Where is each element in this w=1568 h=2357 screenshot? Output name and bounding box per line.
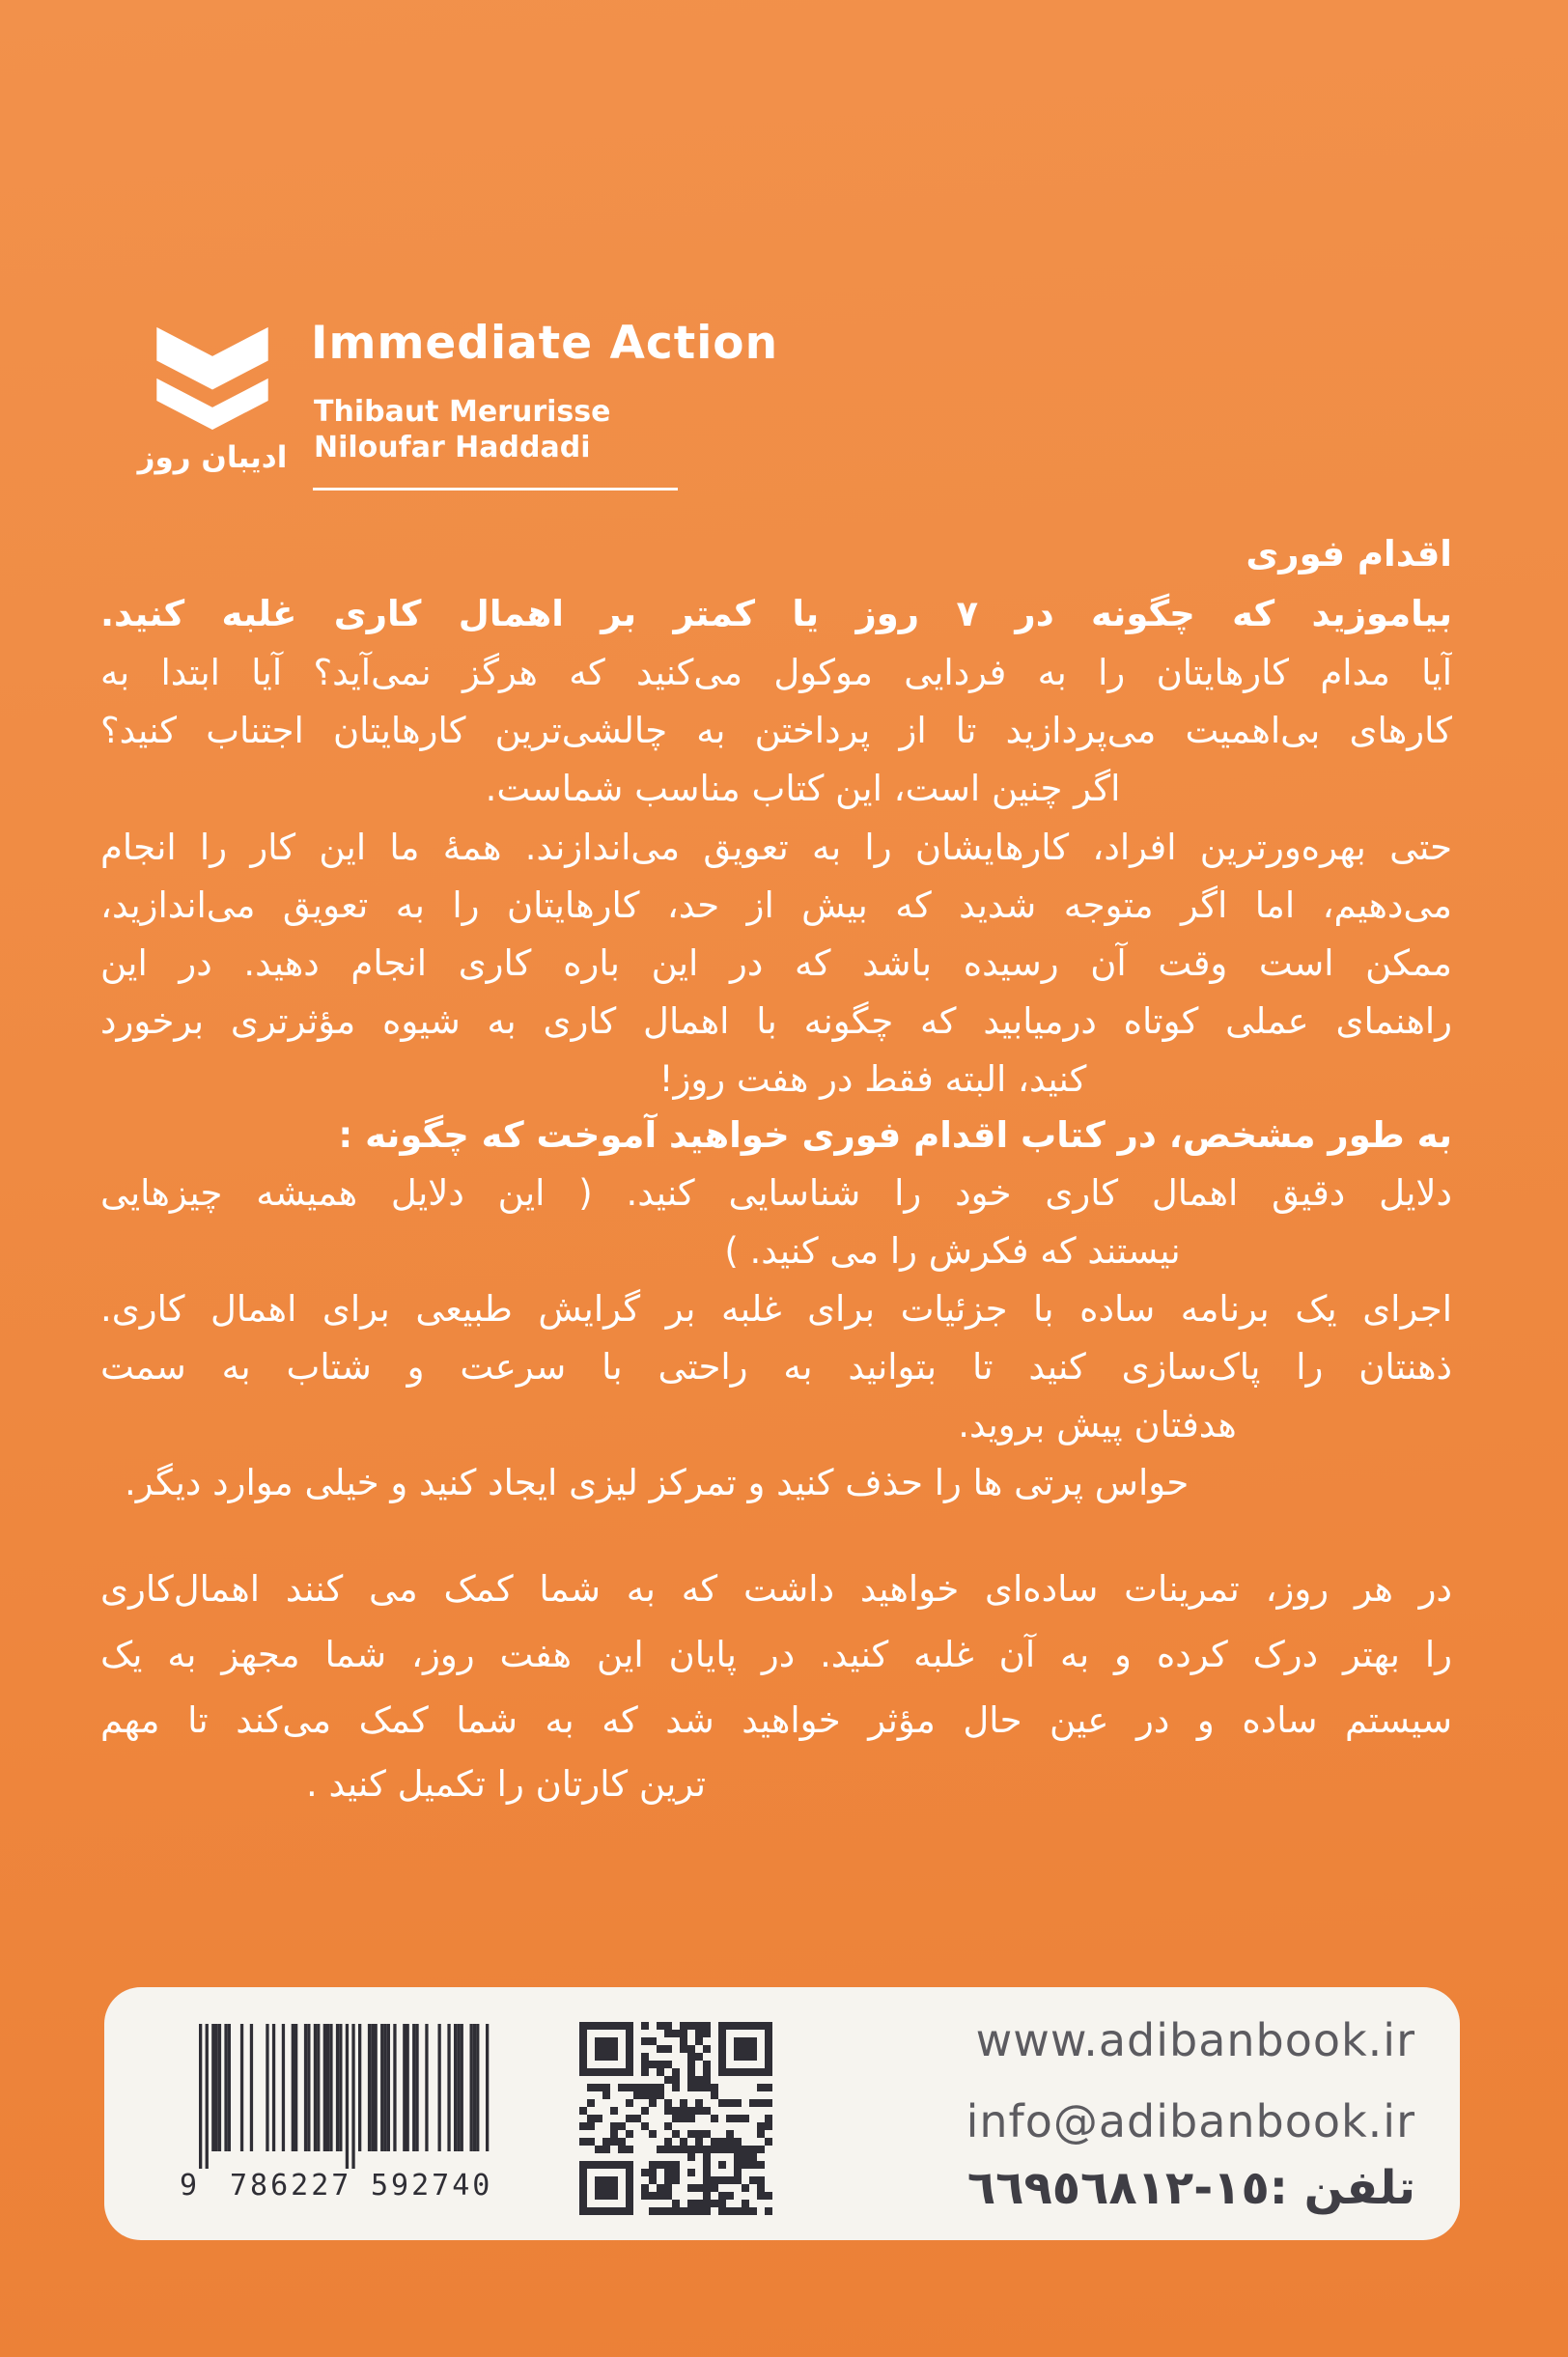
phone-label: تلفن :: [1269, 2161, 1415, 2215]
publisher-website: www.adibanbook.ir: [975, 2014, 1415, 2066]
isbn-digit-group: 786227: [230, 2169, 352, 2203]
back-cover-text-line: حواس پرتی ها را حذف کنید و تمرکز لیزی ایجاد کنید و خیلی موارد دیگر.: [125, 1462, 1190, 1503]
back-cover-text-line: هدفتان پیش بروید.: [958, 1404, 1237, 1445]
isbn-barcode: [199, 2024, 502, 2169]
back-cover-subheading: بیاموزید که چگونه در ۷ روز یا کمتر بر اهمال کاری غلبه کنید.: [100, 593, 1452, 634]
publisher-email: info@adibanbook.ir: [966, 2095, 1415, 2147]
book-title: Immediate Action: [311, 317, 779, 370]
divider-line: [313, 488, 678, 491]
qr-code: [579, 2022, 772, 2215]
back-cover-text-line: کنید، البته فقط در هفت روز!: [658, 1058, 1087, 1100]
back-cover-text-line: کارهای بی‌اهمیت می‌پردازید تا از پرداختن به چالشی‌ترین کارهایتان اجتناب کنید؟: [100, 710, 1452, 751]
back-cover-text-line: سیستم ساده و در عین حال مؤثر خواهید شد که به شما کمک می‌کند تا مهم: [100, 1699, 1452, 1741]
back-cover-text-line: در هر روز، تمرینات ساده‌ای خواهید داشت که به شما کمک می کنند اهمال‌کاری: [100, 1568, 1452, 1610]
isbn-digit-group: 9: [180, 2169, 198, 2203]
isbn-digits: [180, 2169, 513, 2207]
back-cover-text-line: حتی بهره‌ورترین افراد، کارهایشان را به تعویق می‌اندازند. همهٔ ما این کار را انجام: [100, 827, 1452, 868]
publisher-open-book-icon: [147, 314, 278, 430]
back-cover-text-line: نیستند که فکرش را می کنید. ): [724, 1230, 1181, 1272]
back-cover-text-line: را بهتر درک کرده و به آن غلبه کنید. در پایان این هفت روز، شما مجهز به یک: [100, 1634, 1452, 1675]
phone-number: ٦٦٩٥٦٨١٢‎-‎١٥: [966, 2161, 1270, 2215]
back-cover-text-line: راهنمای عملی کوتاه درمیابید که چگونه با اهمال کاری به شیوه مؤثرتری برخورد: [100, 1000, 1452, 1042]
book-authors: [314, 394, 610, 465]
isbn-digit-group: 592740: [371, 2169, 493, 2203]
back-cover-text-line: آیا مدام کارهایتان را به فردایی موکول می‌کنید که هرگز نمی‌آید؟ آیا ابتدا به: [100, 652, 1452, 693]
back-cover-text-line: اگر چنین است، این کتاب مناسب شماست.: [485, 768, 1121, 809]
back-cover-section-heading: به طور مشخص، در کتاب اقدام فوری خواهید آموخت که چگونه :: [338, 1114, 1452, 1156]
back-cover-text-line: اجرای یک برنامه ساده با جزئیات برای غلبه بر گرایش طبیعی برای اهمال کاری.: [100, 1288, 1452, 1330]
author-name: Thibaut Merurisse: [314, 395, 611, 429]
back-cover-text-line: ذهنتان را پاک‌سازی کنید تا بتوانید به راحتی با سرعت و شتاب به سمت: [100, 1346, 1452, 1388]
publisher-name: ادیبان روز: [137, 440, 288, 475]
back-cover-heading: اقدام فوری: [1246, 533, 1452, 575]
back-cover-text-line: دلایل دقیق اهمال کاری خود را شناسایی کنید. ( این دلایل همیشه چیزهایی: [100, 1172, 1452, 1214]
back-cover-text-line: می‌دهیم، اما اگر متوجه شدید که بیش از حد، کارهایتان را به تعویق می‌اندازید،: [100, 884, 1452, 926]
publisher-phone: [967, 2161, 1415, 2215]
back-cover-text-line: ترین کارتان را تکمیل کنید .: [305, 1763, 707, 1805]
back-cover-text-line: ممکن است وقت آن رسیده باشد که در این باره کاری انجام دهید. در این: [100, 942, 1452, 984]
author-name: Niloufar Haddadi: [314, 431, 591, 464]
